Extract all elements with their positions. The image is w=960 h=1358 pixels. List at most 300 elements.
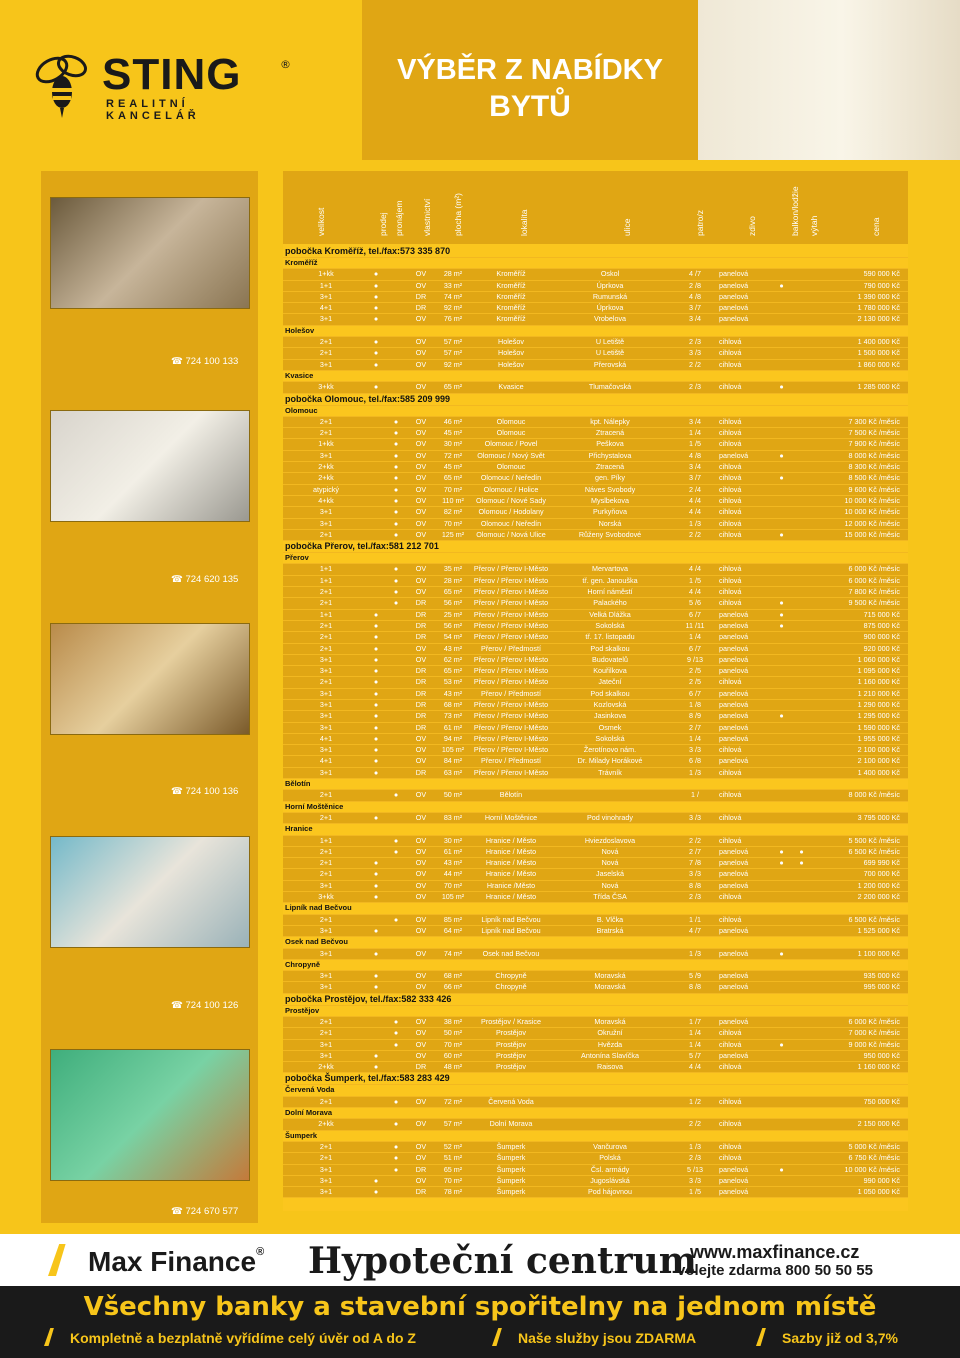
cell-lokalita: Olomouc / Povel <box>484 439 538 449</box>
cell-pronjem: ● <box>393 914 399 924</box>
page-title-line2: BYTŮ <box>489 90 571 123</box>
cell-cena: 6 500 Kč /měsíc <box>848 846 900 856</box>
phone-icon: ☎ <box>171 786 186 797</box>
cell-zdivo: cihlová <box>719 359 742 369</box>
table-row <box>283 281 908 292</box>
cell-vlastnictv: OV <box>415 654 427 664</box>
table-row <box>283 1062 908 1073</box>
cell-cena: 990 000 Kč <box>863 1175 900 1185</box>
cell-balkonlodie: ● <box>779 473 784 483</box>
cell-lokalita: Olomouc / Nový Svět <box>477 450 545 460</box>
phone-icon: ☎ <box>171 574 186 585</box>
table-row <box>283 1142 908 1153</box>
cell-pronjem: ● <box>393 564 399 574</box>
table-row <box>283 723 908 734</box>
cell-lokalita: Kroměříž <box>496 269 526 279</box>
cell-zdivo: panelová <box>719 450 749 460</box>
table-row <box>283 303 908 314</box>
table-row <box>283 982 908 993</box>
locality-label: Olomouc <box>285 405 318 415</box>
locality-header <box>283 824 908 835</box>
branch-label: pobočka Šumperk, tel./fax:583 283 429 <box>285 1073 450 1084</box>
featured-phone[interactable] <box>171 574 238 585</box>
locality-header <box>283 802 908 813</box>
cell-cena: 1 390 000 Kč <box>857 291 900 301</box>
cell-ulice: Sokolská <box>595 733 625 743</box>
locality-header <box>283 1006 908 1017</box>
table-row <box>283 485 908 496</box>
cell-vlastnictv: DR <box>415 620 427 630</box>
branch-label: pobočka Olomouc, tel./fax:585 209 999 <box>285 393 451 404</box>
cell-patroz: 4 /4 <box>689 1062 701 1072</box>
cell-ulice: Jateční <box>598 677 622 687</box>
locality-label: Červená Voda <box>285 1085 335 1095</box>
cell-velikost: 2+1 <box>319 1017 333 1026</box>
cell-prodej: ● <box>373 948 379 958</box>
cell-zdivo: cihlová <box>719 812 742 822</box>
cell-prodej: ● <box>373 666 379 676</box>
cell-vlastnictv: OV <box>415 1028 427 1038</box>
cell-velikost: 1+kk <box>318 439 334 449</box>
table-row <box>283 881 908 892</box>
cell-vlastnictv: OV <box>415 314 427 324</box>
locality-header <box>283 406 908 417</box>
cell-patroz: 1 /4 <box>689 1039 701 1049</box>
cell-velikost: 3+1 <box>319 291 333 301</box>
cell-lokalita: Holešov <box>498 337 524 347</box>
cell-plocham: 83 m² <box>443 812 463 822</box>
cell-lokalita: Přerov / Přerov I-Město <box>473 598 549 608</box>
cell-velikost: 2+1 <box>319 1096 333 1106</box>
cell-prodej: ● <box>373 812 379 822</box>
cell-patroz: 2 /3 <box>689 892 701 902</box>
cell-lokalita: Prostějov <box>496 1028 526 1038</box>
cell-prodej: ● <box>373 609 379 619</box>
cell-vlastnictv: DR <box>415 598 427 608</box>
cell-pronjem: ● <box>393 462 399 472</box>
cell-plocham: 28 m² <box>443 575 463 585</box>
cell-cena: 935 000 Kč <box>863 971 900 981</box>
cell-prodej: ● <box>373 620 379 630</box>
sting-logo[interactable] <box>32 48 291 122</box>
cell-cena: 1 210 000 Kč <box>857 688 900 698</box>
featured-panel <box>41 171 258 1223</box>
cell-prodej: ● <box>373 291 379 301</box>
cell-velikost: 3+kk <box>318 892 334 902</box>
cell-plocham: 70 m² <box>443 484 463 494</box>
cell-prodej: ● <box>373 382 379 392</box>
cell-plocham: 65 m² <box>443 666 463 676</box>
cell-pronjem: ● <box>393 484 399 494</box>
cell-cena: 5 500 Kč /měsíc <box>848 835 900 845</box>
cell-zdivo: cihlová <box>719 1062 742 1072</box>
cell-lokalita: Přerov / Předmostí <box>481 688 541 698</box>
table-row <box>283 971 908 982</box>
table-row <box>283 610 908 621</box>
cell-velikost: 4+1 <box>319 303 333 313</box>
cell-lokalita: Kroměříž <box>496 314 526 324</box>
cell-ulice: Sokolská <box>595 620 625 630</box>
cell-vlastnictv: OV <box>415 507 427 517</box>
cell-plocham: 70 m² <box>443 880 463 890</box>
table-row <box>283 1119 908 1130</box>
locality-label: Holešov <box>285 325 315 335</box>
cell-patroz: 2 /8 <box>689 280 701 290</box>
cell-plocham: 60 m² <box>443 1050 463 1060</box>
cell-velikost: 2+1 <box>319 620 333 630</box>
cell-lokalita: Prostějov <box>496 1039 526 1049</box>
cell-vlastnictv: OV <box>415 1096 427 1106</box>
cell-ulice: Tlumačovská <box>588 382 632 392</box>
cell-cena: 7 800 Kč /měsíc <box>848 587 900 597</box>
cell-balkonlodie: ● <box>779 1164 784 1174</box>
cell-lokalita: Osek nad Bečvou <box>482 948 540 958</box>
cell-lokalita: Šumperk <box>496 1153 526 1163</box>
cell-vlastnictv: OV <box>415 473 427 483</box>
phone-line[interactable]: volejte zdarma 800 50 50 55 <box>677 1262 873 1279</box>
cell-patroz: 1 /4 <box>689 632 701 642</box>
table-row <box>283 564 908 575</box>
table-row <box>283 677 908 688</box>
cell-patroz: 1 /5 <box>689 1187 701 1197</box>
featured-photo[interactable] <box>50 197 250 309</box>
cell-patroz: 2 /3 <box>689 1153 701 1163</box>
locality-header <box>283 937 908 948</box>
featured-photo[interactable] <box>50 836 250 948</box>
cell-lokalita: Olomouc <box>496 416 526 426</box>
cell-ulice: Peškova <box>596 439 624 449</box>
phone-icon: ☎ <box>171 1206 186 1217</box>
cell-cena: 590 000 Kč <box>863 269 900 279</box>
featured-photo[interactable] <box>50 623 250 735</box>
cell-cena: 6 750 Kč /měsíc <box>848 1153 900 1163</box>
cell-vtah: ● <box>799 846 804 856</box>
cell-velikost: 2+1 <box>319 869 333 879</box>
locality-label: Osek nad Bečvou <box>285 937 348 947</box>
cell-vlastnictv: OV <box>415 529 427 539</box>
cell-velikost: 2+kk <box>318 462 334 472</box>
cell-cena: 1 200 000 Kč <box>857 880 900 890</box>
cell-zdivo: panelová <box>719 654 749 664</box>
cell-patroz: 4 /4 <box>689 564 701 574</box>
cell-cena: 9 600 Kč /měsíc <box>848 484 900 494</box>
cell-lokalita: Olomouc / Hodolany <box>478 507 544 517</box>
cell-zdivo: cihlová <box>719 1153 742 1163</box>
cell-velikost: 1+1 <box>319 575 333 585</box>
cell-cena: 8 500 Kč /měsíc <box>848 473 900 483</box>
cell-velikost: 2+kk <box>318 473 334 483</box>
cell-velikost: 4+kk <box>318 495 334 505</box>
cell-zdivo: panelová <box>719 982 749 992</box>
cell-patroz: 3 /7 <box>689 473 701 483</box>
cell-patroz: 7 /8 <box>689 858 701 868</box>
cell-plocham: 74 m² <box>443 948 463 958</box>
cell-lokalita: Horní Moštěnice <box>484 812 538 822</box>
cell-prodej: ● <box>373 654 379 664</box>
table-row <box>283 700 908 711</box>
cell-prodej: ● <box>373 677 379 687</box>
table-row <box>283 1097 908 1108</box>
featured-phone[interactable] <box>171 786 238 797</box>
featured-phone[interactable] <box>171 1000 238 1011</box>
cell-lokalita: Šumperk <box>496 1175 526 1185</box>
cell-lokalita: Přerov / Přerov I-Město <box>473 575 549 585</box>
cell-velikost: 2+1 <box>319 1028 333 1038</box>
cell-vlastnictv: DR <box>415 677 427 687</box>
cell-ulice: Žerotínovo nám. <box>583 745 637 755</box>
col-header-6: ulice <box>622 218 632 236</box>
cell-velikost: 3+1 <box>319 699 333 709</box>
phone-icon: ☎ <box>171 1000 186 1011</box>
cell-vlastnictv: DR <box>415 1164 427 1174</box>
benefit-1: Kompletně a bezplatně vyřídíme celý úvěr od A do Z <box>70 1330 416 1346</box>
cell-ulice: Moravská <box>594 982 626 992</box>
cell-plocham: 76 m² <box>443 314 463 324</box>
cell-patroz: 1 /3 <box>689 948 701 958</box>
cell-cena: 1 780 000 Kč <box>857 303 900 313</box>
cell-ulice: Pod skalkou <box>590 688 630 698</box>
cell-plocham: 64 m² <box>443 925 463 935</box>
cell-plocham: 56 m² <box>443 598 463 608</box>
cell-vlastnictv: DR <box>415 1062 427 1072</box>
cell-vlastnictv: OV <box>415 756 427 766</box>
cell-vlastnictv: OV <box>415 564 427 574</box>
cell-vlastnictv: OV <box>415 337 427 347</box>
cell-velikost: 3+1 <box>319 745 333 755</box>
cell-vlastnictv: OV <box>415 416 427 426</box>
cell-ulice: Pod vinohrady <box>587 812 633 822</box>
table-header <box>283 171 908 244</box>
cell-plocham: 48 m² <box>443 1062 463 1072</box>
table-row <box>283 337 908 348</box>
cell-plocham: 57 m² <box>443 348 463 358</box>
cell-plocham: 65 m² <box>443 587 463 597</box>
cell-vlastnictv: DR <box>415 303 427 313</box>
cell-velikost: 2+kk <box>318 1062 334 1072</box>
cell-vlastnictv: OV <box>415 428 427 438</box>
cell-lokalita: Šumperk <box>496 1164 526 1174</box>
cell-ulice: B. Vlčka <box>596 914 624 924</box>
cell-plocham: 73 m² <box>443 711 463 721</box>
cell-plocham: 65 m² <box>443 382 463 392</box>
cell-lokalita: Holešov <box>498 348 524 358</box>
cell-vlastnictv: OV <box>415 914 427 924</box>
featured-phone[interactable] <box>171 356 238 367</box>
locality-label: Chropyně <box>285 959 321 969</box>
cell-pronjem: ● <box>393 495 399 505</box>
cell-zdivo: cihlová <box>719 462 742 472</box>
cell-ulice: Nová <box>601 858 619 868</box>
table-row <box>283 292 908 303</box>
header-photo <box>698 0 960 160</box>
cell-zdivo: panelová <box>719 925 749 935</box>
cell-ulice: Mervartova <box>592 564 628 574</box>
cell-plocham: 35 m² <box>443 564 463 574</box>
cell-zdivo: panelová <box>719 666 749 676</box>
max-finance-logo[interactable] <box>48 1246 264 1278</box>
cell-velikost: 3+1 <box>319 982 333 992</box>
cell-plocham: 25 m² <box>443 609 463 619</box>
cell-pronjem: ● <box>393 835 399 845</box>
cell-patroz: 6 /7 <box>689 688 701 698</box>
cell-balkonlodie: ● <box>779 609 784 619</box>
cell-prodej: ● <box>373 925 379 935</box>
cell-plocham: 78 m² <box>443 1187 463 1197</box>
cell-patroz: 2 /5 <box>689 666 701 676</box>
cell-plocham: 62 m² <box>443 654 463 664</box>
locality-label: Bělotín <box>285 779 311 789</box>
cell-velikost: 3+kk <box>318 382 334 392</box>
cell-ulice: Ztracená <box>595 462 625 472</box>
cell-vlastnictv: OV <box>415 948 427 958</box>
cell-cena: 6 500 Kč /měsíc <box>848 914 900 924</box>
cell-zdivo: panelová <box>719 971 749 981</box>
cell-velikost: 2+1 <box>319 858 333 868</box>
featured-photo[interactable] <box>50 1049 250 1181</box>
cell-velikost: 3+1 <box>319 925 333 935</box>
cell-lokalita: Přerov / Přerov I-Město <box>473 767 549 777</box>
cell-lokalita: Dolní Morava <box>489 1119 533 1129</box>
phone-icon: ☎ <box>171 356 186 367</box>
col-header-2: pronájem <box>394 200 404 236</box>
cell-zdivo: cihlová <box>719 677 742 687</box>
cell-velikost: 2+1 <box>319 416 333 426</box>
cell-prodej: ● <box>373 688 379 698</box>
logo-name: STING <box>102 50 242 99</box>
cell-ulice: Hvězda <box>597 1039 623 1049</box>
cell-ulice: Pod hájovnou <box>588 1187 632 1197</box>
branch-label: pobočka Přerov, tel./fax:581 212 701 <box>285 541 439 552</box>
cell-patroz: 1 /8 <box>689 699 701 709</box>
cell-ulice: Raisova <box>597 1062 623 1072</box>
cell-cena: 8 000 Kč /měsíc <box>848 790 900 800</box>
slogan: Všechny banky a stavební spořitelny na jednom místě <box>83 1292 877 1322</box>
cell-plocham: 105 m² <box>441 745 465 755</box>
cell-lokalita: Přerov / Přerov I-Město <box>473 632 549 642</box>
cell-pronjem: ● <box>393 1017 399 1026</box>
cell-cena: 750 000 Kč <box>863 1096 900 1106</box>
table-row <box>283 949 908 960</box>
cell-vlastnictv: DR <box>415 688 427 698</box>
cell-plocham: 43 m² <box>443 688 463 698</box>
cell-lokalita: Olomouc <box>496 428 526 438</box>
cell-cena: 700 000 Kč <box>863 869 900 879</box>
cell-pronjem: ● <box>393 1141 399 1151</box>
cell-velikost: 3+1 <box>319 518 333 528</box>
cell-patroz: 4 /4 <box>689 507 701 517</box>
cell-velikost: 3+1 <box>319 507 333 517</box>
cell-patroz: 1 /3 <box>689 1141 701 1151</box>
table-row <box>283 1017 908 1028</box>
locality-header <box>283 326 908 337</box>
brand-name: Max Finance <box>88 1246 257 1277</box>
cell-vlastnictv: OV <box>415 462 427 472</box>
cell-velikost: 3+1 <box>319 1039 333 1049</box>
cell-pronjem: ● <box>393 450 399 460</box>
table-row <box>283 847 908 858</box>
table-row <box>283 382 908 393</box>
cell-plocham: 61 m² <box>443 722 463 732</box>
cell-vlastnictv: OV <box>415 518 427 528</box>
cell-velikost: 3+1 <box>319 654 333 664</box>
cell-plocham: 110 m² <box>442 495 464 505</box>
cell-plocham: 57 m² <box>443 337 463 347</box>
cell-cena: 1 160 000 Kč <box>857 1062 900 1072</box>
cell-lokalita: Přerov / Přerov I-Město <box>473 654 549 664</box>
cell-prodej: ● <box>373 1187 379 1197</box>
cell-velikost: 3+1 <box>319 666 333 676</box>
cell-pronjem: ● <box>393 518 399 528</box>
cell-velikost: 3+1 <box>319 880 333 890</box>
table-row <box>283 711 908 722</box>
cell-lokalita: Olomouc / Neředín <box>480 473 542 483</box>
cell-lokalita: Kvasice <box>498 382 524 392</box>
brand-reg: ® <box>256 1246 265 1258</box>
featured-phone[interactable] <box>171 1206 238 1217</box>
col-header-9: balkon/lodžie <box>790 186 800 236</box>
cell-zdivo: panelová <box>719 1187 749 1197</box>
cell-zdivo: cihlová <box>719 439 742 449</box>
cell-zdivo: panelová <box>719 699 749 709</box>
cell-plocham: 92 m² <box>443 359 463 369</box>
cell-cena: 12 000 Kč /měsíc <box>844 518 900 528</box>
cell-ulice: U Letiště <box>595 348 625 358</box>
table-row <box>283 473 908 484</box>
cell-ulice: Okružní <box>597 1028 623 1038</box>
cell-plocham: 65 m² <box>443 473 463 483</box>
cell-plocham: 45 m² <box>443 462 463 472</box>
cell-ulice: Osmek <box>598 722 622 732</box>
cell-patroz: 6 /7 <box>689 643 701 653</box>
cell-vlastnictv: OV <box>415 971 427 981</box>
col-header-1: prodej <box>378 212 388 236</box>
cell-ulice: Náves Svobody <box>584 484 636 494</box>
cell-plocham: 56 m² <box>443 620 463 630</box>
cell-vlastnictv: OV <box>415 745 427 755</box>
cell-plocham: 66 m² <box>443 982 463 992</box>
phone-number: 724 100 133 <box>185 356 239 367</box>
cell-vlastnictv: DR <box>415 711 427 721</box>
cell-patroz: 4 /7 <box>689 269 701 279</box>
cell-zdivo: cihlová <box>719 564 742 574</box>
cell-lokalita: Hranice /Město <box>486 880 536 890</box>
cell-vlastnictv: OV <box>415 643 427 653</box>
cell-ulice: Myslbekova <box>591 495 629 505</box>
cell-zdivo: panelová <box>719 632 749 642</box>
website-link[interactable]: www.maxfinance.cz <box>690 1242 860 1262</box>
cell-lokalita: Hranice / Město <box>485 892 537 902</box>
cell-patroz: 5 /6 <box>689 598 701 608</box>
cell-patroz: 1 /4 <box>689 733 701 743</box>
cell-cena: 875 000 Kč <box>863 620 900 630</box>
cell-cena: 790 000 Kč <box>863 280 900 290</box>
table-row <box>283 1028 908 1039</box>
cell-cena: 699 990 Kč <box>863 858 900 868</box>
cell-ulice: Oskol <box>600 269 620 279</box>
cell-lokalita: Přerov / Přerov I-Město <box>473 722 549 732</box>
cell-pronjem: ● <box>393 529 399 539</box>
cell-patroz: 2 /7 <box>689 846 701 856</box>
cell-ulice: Vančurova <box>593 1141 627 1151</box>
table-row <box>283 348 908 359</box>
cell-patroz: 8 /8 <box>689 880 701 890</box>
cell-zdivo: cihlová <box>719 575 742 585</box>
table-row <box>283 655 908 666</box>
cell-plocham: 53 m² <box>443 677 463 687</box>
header <box>0 0 960 160</box>
featured-photo[interactable] <box>50 410 250 522</box>
cell-ulice: Jugoslávská <box>590 1175 630 1185</box>
